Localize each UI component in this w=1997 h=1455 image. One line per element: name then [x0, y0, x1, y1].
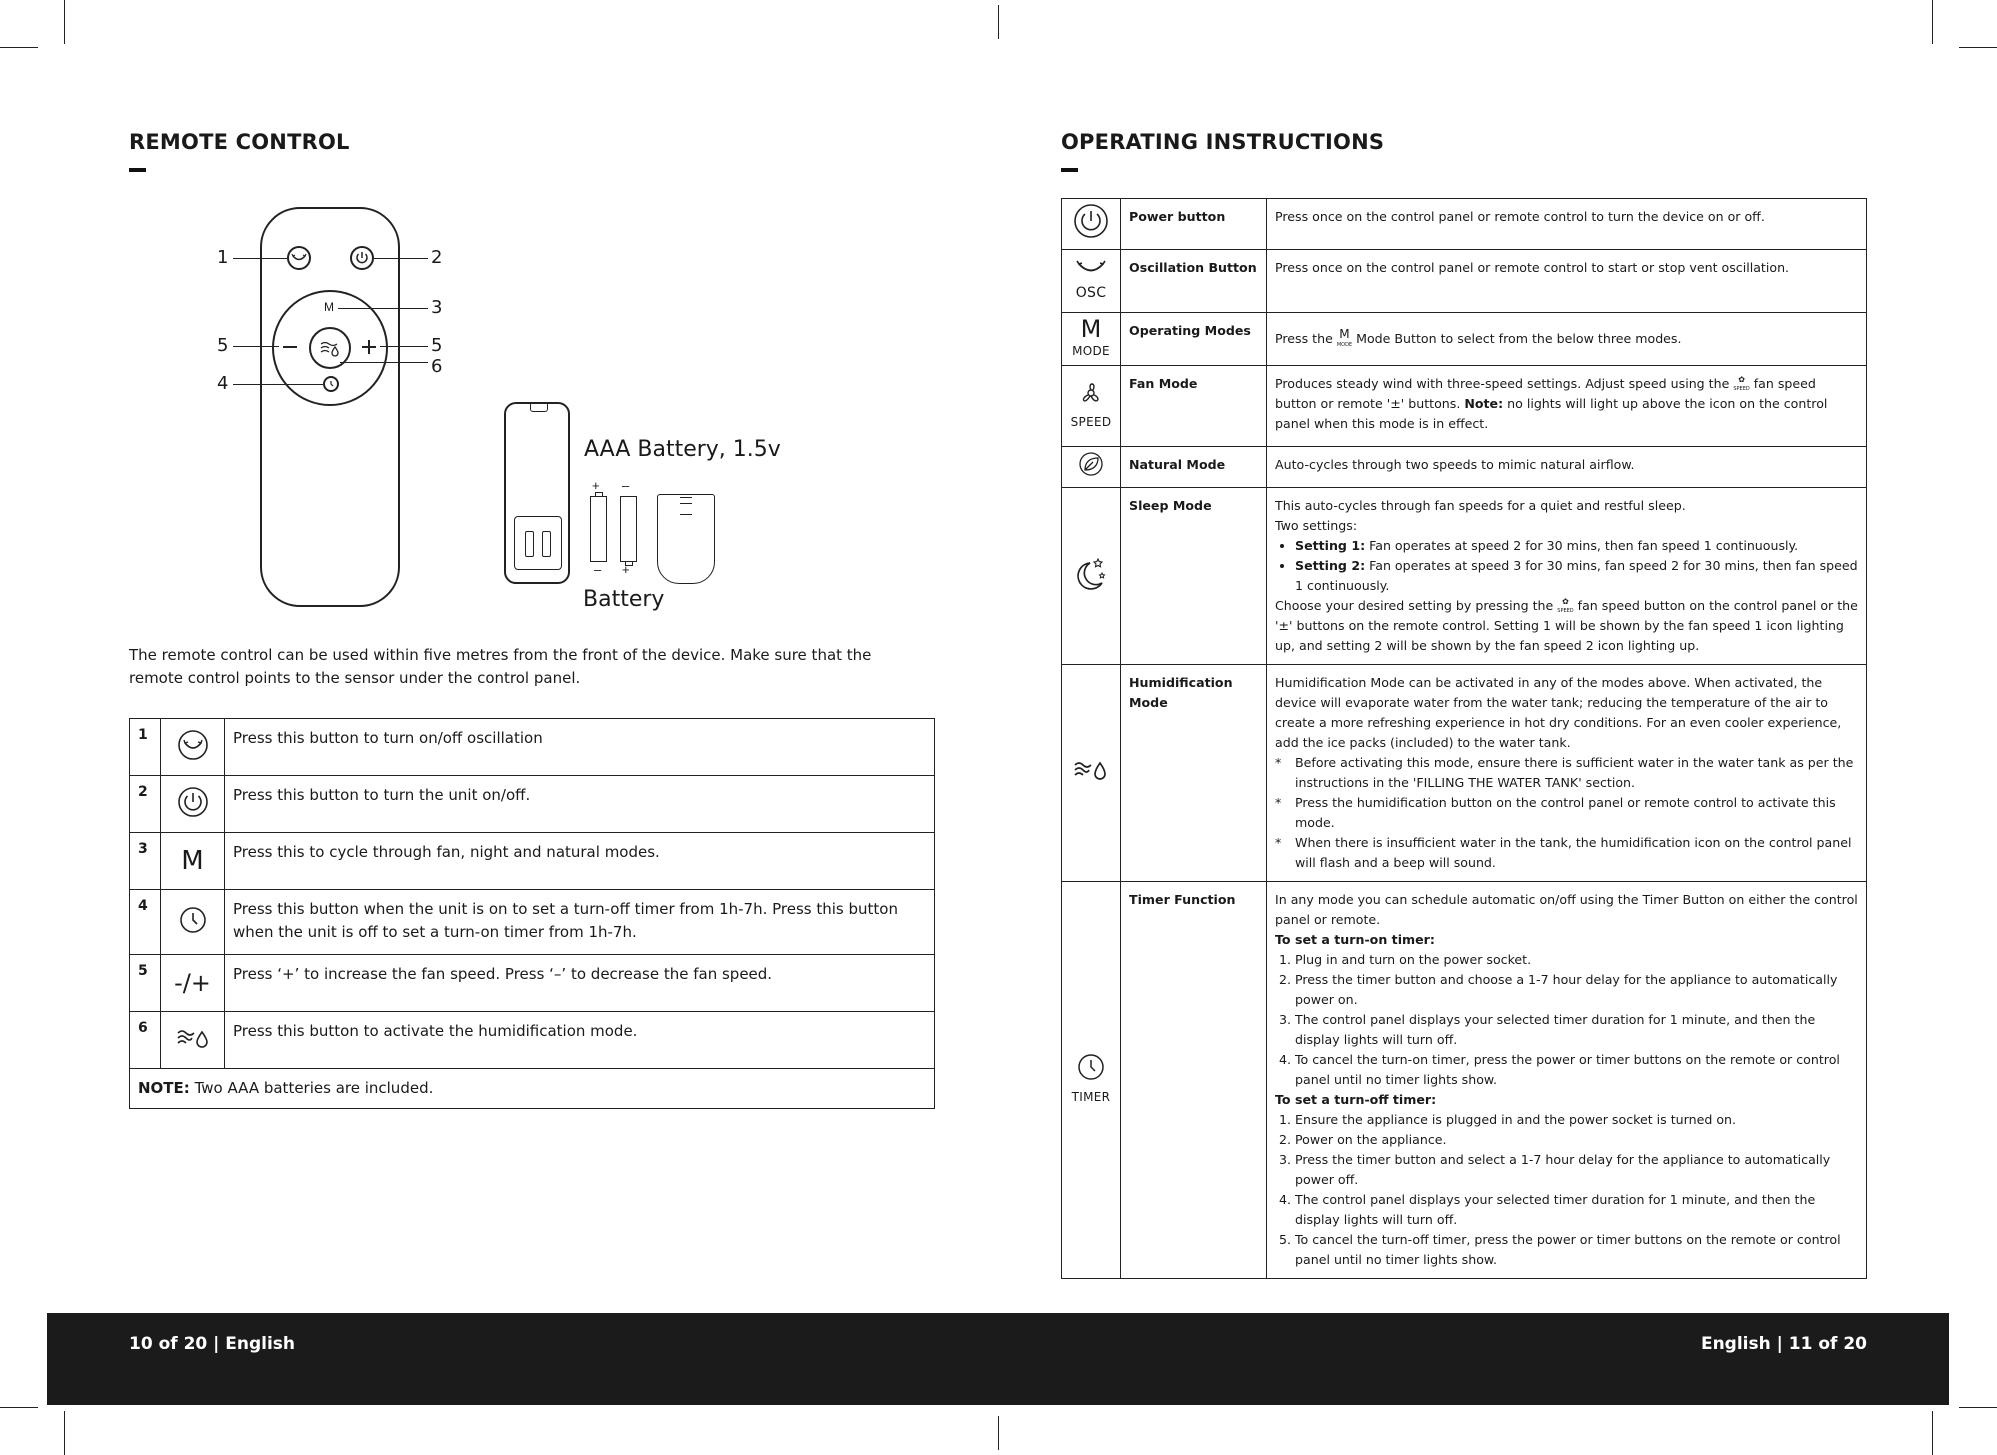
operating-instructions-table [1061, 198, 1867, 1279]
inline-speed-label: SPEED [1557, 608, 1574, 614]
row-description: Press this button to turn on/off oscillation [225, 719, 935, 776]
desc-text: In any mode you can schedule automatic on/off using the Timer Button on either the control panel or remote. [1275, 892, 1858, 927]
inline-mode-letter: M [1339, 327, 1350, 342]
row-number: 2 [130, 776, 161, 833]
turn-off-steps [1275, 1110, 1858, 1270]
fan-icon [1078, 395, 1104, 409]
operating-instructions-title: OPERATING INSTRUCTIONS [1061, 130, 1385, 154]
battery-plus-sign: + [592, 478, 600, 493]
setting-label: Setting 2: [1295, 558, 1366, 573]
callout-number: 2 [431, 247, 443, 268]
timer-icon [178, 921, 208, 939]
desc-text: Produces steady wind with three-speed settings. Adjust speed using the [1275, 376, 1734, 391]
list-item: 1. Plug in and turn on the power socket. [1295, 950, 1858, 970]
inline-speed-icon: ✿ SPEED [1733, 375, 1750, 392]
remote-mode-letter: M [324, 300, 334, 314]
list-item: * When there is insufficient water in the tank, the humidification icon on the control panel will flash and a beep will sound. [1295, 833, 1858, 873]
list-item [1295, 556, 1858, 596]
crop-mark [0, 1407, 38, 1408]
plus-minus-icon: -/+ [174, 969, 211, 997]
title-underline [129, 168, 146, 172]
list-item: 5. To cancel the turn-off timer, press the power or timer buttons on the remote or control panel until no timer lights show. [1295, 1230, 1858, 1270]
callout-line [233, 346, 279, 347]
table-row [130, 955, 935, 1012]
humidify-icon [175, 1039, 211, 1057]
remote-plus-sign [362, 340, 376, 354]
setting-text: Fan operates at speed 3 for 30 mins, fan speed 2 for 30 mins, then fan speed 1 continuously. [1295, 558, 1858, 593]
table-row [1062, 313, 1867, 366]
function-name: Natural Mode [1121, 447, 1267, 488]
function-description: Press once on the control panel or remote control to turn the device on or off. [1267, 199, 1867, 250]
right-page-number: English | 11 of 20 [1700, 1334, 1867, 1354]
function-name: Sleep Mode [1121, 488, 1267, 665]
table-row [130, 719, 935, 776]
table-row [1062, 199, 1867, 250]
function-description [1267, 665, 1867, 882]
page-footer [47, 1313, 1949, 1405]
function-description [1267, 882, 1867, 1279]
inline-speed-icon: ✿ SPEED [1557, 597, 1574, 614]
row-number: 3 [130, 833, 161, 890]
crop-mark [998, 5, 999, 39]
list-item: * Before activating this mode, ensure there is sufficient water in the water tank as per the instructions in the 'FILLING THE WATER TANK' section. [1295, 753, 1858, 793]
list-item: 3. The control panel displays your selected timer duration for 1 minute, and then the display lights will turn off. [1295, 1010, 1858, 1050]
leaf-icon [1078, 466, 1104, 480]
desc-text: fan speed button or remote '±' buttons. [1275, 376, 1816, 411]
function-description: Auto-cycles through two speeds to mimic natural airflow. [1267, 447, 1867, 488]
function-name: Operating Modes [1121, 313, 1267, 366]
humidify-icon [1072, 774, 1110, 788]
function-description [1267, 313, 1867, 366]
function-description [1267, 488, 1867, 665]
turn-on-heading: To set a turn-on timer: [1275, 932, 1435, 947]
table-row [130, 833, 935, 890]
callout-number: 4 [217, 373, 229, 394]
row-description: Press this button when the unit is on to set a turn-off timer from 1h-7h. Press this button when the unit is off to set a turn-on timer from 1h-7h. [225, 890, 935, 955]
setting-label: Setting 1: [1295, 538, 1366, 553]
inline-mode-label: MODE [1336, 342, 1353, 349]
function-name: Fan Mode [1121, 366, 1267, 447]
icon-label: SPEED [1070, 415, 1112, 429]
list-item [1295, 536, 1858, 556]
battery-note [130, 1069, 935, 1109]
battery-minus-sign: – [622, 478, 630, 493]
table-row [1062, 250, 1867, 313]
function-name: Oscillation Button [1121, 250, 1267, 313]
row-number: 5 [130, 955, 161, 1012]
aaa-battery-cell [590, 496, 607, 562]
remote-range-note: The remote control can be used within five metres from the front of the device. Make sure that the remote control points to the sensor under the control panel. [129, 646, 872, 687]
battery-cover [657, 494, 715, 584]
desc-text: no lights will light up above the icon on the control panel when this mode is in effect. [1275, 396, 1828, 431]
remote-oscillation-button [287, 246, 311, 270]
crop-mark [64, 1411, 65, 1455]
title-underline [1061, 168, 1078, 172]
callout-line [374, 258, 428, 259]
table-row [130, 776, 935, 833]
list-item: 2. Power on the appliance. [1295, 1130, 1858, 1150]
table-row [1062, 882, 1867, 1279]
icon-label: OSC [1075, 285, 1107, 301]
desc-text: fan speed button on the control panel or the '±' buttons on the remote control. Setting 1 will be shown by the fan speed 1 icon lighting up, and setting 2 will be shown by the fan speed 2 icon lighting up. [1275, 598, 1858, 653]
settings-list [1275, 536, 1858, 596]
battery-plus-sign: + [622, 562, 630, 577]
crop-mark [0, 47, 38, 48]
row-number: 4 [130, 890, 161, 955]
table-row [1062, 447, 1867, 488]
row-description: Press this button to activate the humidification mode. [225, 1012, 935, 1069]
list-item: 2. Press the timer button and choose a 1-7 hour delay for the appliance to automatically power on. [1295, 970, 1858, 1010]
oscillation-icon [1074, 266, 1108, 280]
remote-buttons-table [129, 718, 935, 1109]
turn-on-steps [1275, 950, 1858, 1090]
power-icon [176, 805, 210, 823]
oscillation-icon [176, 748, 210, 766]
timer-icon [1077, 1070, 1105, 1084]
crop-mark [1959, 47, 1997, 48]
battery-heading: AAA Battery, 1.5v [584, 437, 781, 462]
setting-text: Fan operates at speed 2 for 30 mins, then fan speed 1 continuously. [1365, 538, 1799, 553]
mode-icon: M [1080, 315, 1102, 343]
desc-text: Two settings: [1275, 518, 1358, 533]
callout-number: 5 [217, 335, 229, 356]
note-text: Two AAA batteries are included. [189, 1079, 434, 1097]
callout-number: 6 [431, 356, 443, 377]
table-row [1062, 366, 1867, 447]
inline-mode-icon [1337, 329, 1352, 349]
function-description: Press once on the control panel or remote control to start or stop vent oscillation. [1267, 250, 1867, 313]
desc-text: This auto-cycles through fan speeds for a quiet and restful sleep. [1275, 498, 1686, 513]
desc-text: Humidification Mode can be activated in any of the modes above. When activated, the device will evaporate water from the water tank; reducing the temperature of the air to create a more refreshing experience in hot dry conditions. For an even cooler experience, add the ice packs (included) to the water tank. [1275, 675, 1842, 750]
remote-control-title: REMOTE CONTROL [129, 130, 350, 154]
callout-number: 3 [431, 297, 443, 318]
callout-line [338, 308, 428, 309]
table-row [130, 890, 935, 955]
function-name: Timer Function [1121, 882, 1267, 1279]
crop-mark [1932, 1411, 1933, 1455]
moon-icon [1074, 582, 1108, 596]
row-description: Press this to cycle through fan, night and natural modes. [225, 833, 935, 890]
remote-back-view [504, 402, 570, 584]
battery-label: Battery [583, 587, 665, 612]
callout-line [233, 384, 323, 385]
row-description: Press this button to turn the unit on/off. [225, 776, 935, 833]
desc-text: Choose your desired setting by pressing the [1275, 598, 1558, 613]
icon-label: MODE [1072, 344, 1110, 358]
callout-number: 5 [431, 335, 443, 356]
crop-mark [998, 1416, 999, 1450]
list-item: * Press the humidification button on the control panel or remote control to activate this mode. [1295, 793, 1858, 833]
crop-mark [64, 0, 65, 44]
remote-minus-sign [283, 346, 297, 348]
list-item: 4. To cancel the turn-on timer, press the power or timer buttons on the remote or control panel until no timer lights show. [1295, 1050, 1858, 1090]
list-item: 3. Press the timer button and select a 1-7 hour delay for the appliance to automatically power off. [1295, 1150, 1858, 1190]
row-number: 6 [130, 1012, 161, 1069]
table-row [130, 1012, 935, 1069]
list-item: 1. Ensure the appliance is plugged in and the power socket is turned on. [1295, 1110, 1858, 1130]
desc-text [1275, 596, 1858, 656]
row-number: 1 [130, 719, 161, 776]
icon-label: TIMER [1071, 1090, 1111, 1104]
remote-timer-button [323, 376, 339, 392]
turn-off-heading: To set a turn-off timer: [1275, 1092, 1437, 1107]
desc-text: Press the [1275, 330, 1337, 346]
function-name: Power button [1121, 199, 1267, 250]
remote-body [260, 207, 400, 607]
table-row [130, 1069, 935, 1109]
note-label: Note: [1464, 396, 1504, 411]
list-item: 4. The control panel displays your selected timer duration for 1 minute, and then the display lights will turn off. [1295, 1190, 1858, 1230]
battery-minus-sign: – [594, 562, 602, 577]
callout-line [233, 258, 287, 259]
humidification-notes [1275, 753, 1858, 873]
row-description: Press ‘+’ to increase the fan speed. Press ‘–’ to decrease the fan speed. [225, 955, 935, 1012]
table-row [1062, 488, 1867, 665]
desc-text: Mode Button to select from the below three modes. [1352, 330, 1682, 346]
function-description [1267, 366, 1867, 447]
crop-mark [1959, 1407, 1997, 1408]
left-page-number: 10 of 20 | English [129, 1334, 296, 1354]
callout-line [380, 346, 428, 347]
crop-mark [1932, 0, 1933, 44]
note-label: NOTE: [138, 1079, 190, 1097]
power-icon [1073, 228, 1109, 242]
mode-icon: M [181, 846, 204, 876]
inline-speed-label: SPEED [1733, 386, 1750, 392]
callout-number: 1 [217, 247, 229, 268]
callout-line [340, 362, 428, 363]
function-name: Humidification Mode [1121, 665, 1267, 882]
remote-power-button [350, 246, 374, 270]
aaa-battery-cell [620, 496, 637, 562]
table-row [1062, 665, 1867, 882]
